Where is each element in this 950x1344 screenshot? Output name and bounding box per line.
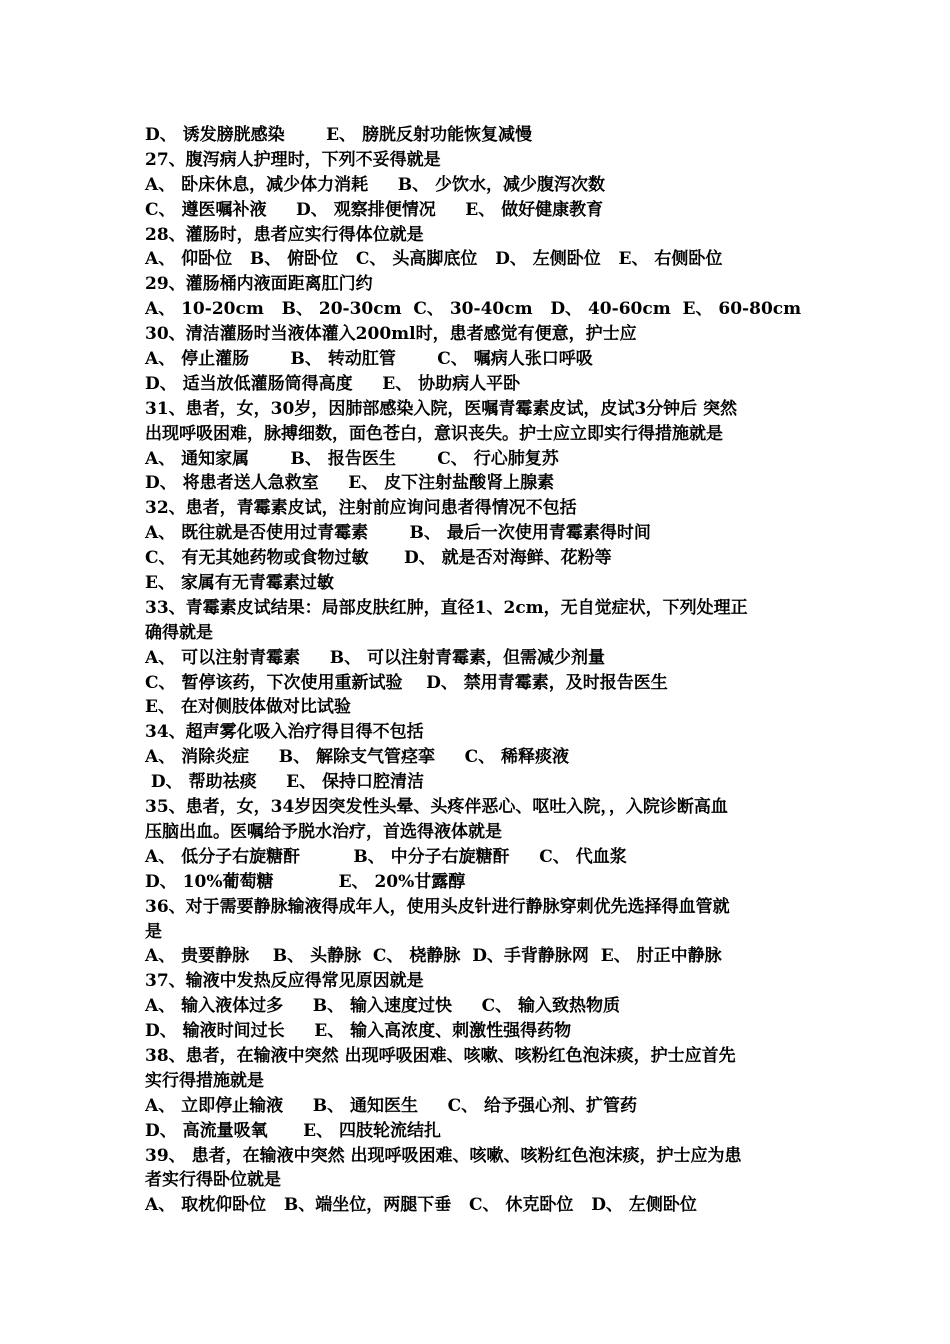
text-line: C、 暂停该药，下次使用重新试验 D、 禁用青霉素，及时报告医生	[145, 672, 668, 693]
text-line: A、 停止灌肠 B、 转动肛管 C、 嘱病人张口呼吸	[145, 349, 593, 370]
text-line: 29、灌肠桶内液面距离肛门约	[145, 274, 373, 295]
text-line: A、 消除炎症 B、 解除支气管痉挛 C、 稀释痰液	[145, 747, 570, 768]
text-line: C、 遵医嘱补液 D、 观察排便情况 E、 做好健康教育	[145, 199, 604, 220]
text-line: 者实行得卧位就是	[145, 1170, 281, 1191]
text-line: 39、 患者，在输液中突然 出现呼吸困难、咳嗽、咳粉红色泡沫痰，护士应为患	[145, 1145, 742, 1166]
text-line: 实行得措施就是	[145, 1070, 264, 1091]
text-line: 31、患者，女，30岁，因肺部感染入院，医嘱青霉素皮试，皮试3分钟后 突然	[145, 398, 738, 419]
text-line: D、 输液时间过长 E、 输入高浓度、刺激性强得药物	[145, 1021, 572, 1042]
text-line: 32、患者，青霉素皮试，注射前应询问患者得情况不包括	[145, 498, 577, 519]
text-line: E、 在对侧肢体做对比试验	[145, 697, 351, 718]
text-line: D、 高流量吸氧 E、 四肢轮流结扎	[145, 1120, 442, 1141]
text-line: A、 卧床休息，减少体力消耗 B、 少饮水，减少腹泻次数	[145, 174, 605, 195]
text-line: 确得就是	[145, 622, 213, 643]
text-line: 33、青霉素皮试结果：局部皮肤红肿，直径1、2cm，无自觉症状，下列处理正	[145, 597, 748, 618]
text-line: A、 低分子右旋糖酐 B、 中分子右旋糖酐 C、 代血浆	[145, 846, 627, 867]
document-body	[145, 123, 815, 1218]
text-line: D、 10%葡萄糖 E、 20%甘露醇	[145, 871, 466, 892]
text-line: 38、患者，在输液中突然 出现呼吸困难、咳嗽、咳粉红色泡沫痰，护士应首先	[145, 1045, 736, 1066]
text-line: 是	[145, 921, 162, 942]
text-line: 出现呼吸困难，脉搏细数，面色苍白，意识丧失。护士应立即实行得措施就是	[145, 423, 723, 444]
text-line: 36、对于需要静脉输液得成年人，使用头皮针进行静脉穿刺优先选择得血管就	[145, 896, 730, 917]
text-line: A、 贵要静脉 B、 头静脉 C、 桡静脉 D、手背静脉网 E、 肘正中静脉	[145, 946, 722, 967]
text-line: 27、腹泻病人护理时，下列不妥得就是	[145, 149, 441, 170]
text-line: A、 立即停止输液 B、 通知医生 C、 给予强心剂、扩管药	[145, 1095, 638, 1116]
text-line: A、 可以注射青霉素 B、 可以注射青霉素，但需减少剂量	[145, 647, 605, 668]
text-line: 37、输液中发热反应得常见原因就是	[145, 971, 424, 992]
text-line: 28、灌肠时，患者应实行得体位就是	[145, 224, 424, 245]
text-line: C、 有无其她药物或食物过敏 D、 就是否对海鲜、花粉等	[145, 548, 612, 569]
text-line: 压脑出血。医嘱给予脱水治疗，首选得液体就是	[145, 821, 502, 842]
text-line: D、 适当放低灌肠筒得高度 E、 协助病人平卧	[145, 373, 521, 394]
text-line: D、 帮助祛痰 E、 保持口腔清洁	[145, 772, 425, 793]
text-line: D、 将患者送人急救室 E、 皮下注射盐酸肾上腺素	[145, 473, 555, 494]
text-line: A、 输入液体过多 B、 输入速度过快 C、 输入致热物质	[145, 996, 621, 1017]
text-line: A、 通知家属 B、 报告医生 C、 行心肺复苏	[145, 448, 559, 469]
text-line: 34、超声雾化吸入治疗得目得不包括	[145, 722, 424, 743]
text-line: A、 仰卧位 B、 俯卧位 C、 头高脚底位 D、 左侧卧位 E、 右侧卧位	[145, 249, 723, 270]
text-line: A、 既往就是否使用过青霉素 B、 最后一次使用青霉素得时间	[145, 523, 651, 544]
text-line: A、 取枕仰卧位 B、端坐位，两腿下垂 C、 休克卧位 D、 左侧卧位	[145, 1195, 697, 1216]
text-line: 35、患者，女，34岁因突发性头晕、头疼伴恶心、呕吐入院，，入院诊断高血	[145, 797, 728, 818]
text-line: A、 10-20cm B、 20-30cm C、 30-40cm D、 40-60cm E、 60-80cm	[145, 299, 802, 320]
text-line: D、 诱发膀胱感染 E、 膀胱反射功能恢复减慢	[145, 125, 532, 145]
text-line: E、 家属有无青霉素过敏	[145, 573, 334, 594]
text-line: 30、清洁灌肠时当液体灌入200ml时，患者感觉有便意，护士应	[145, 324, 637, 345]
